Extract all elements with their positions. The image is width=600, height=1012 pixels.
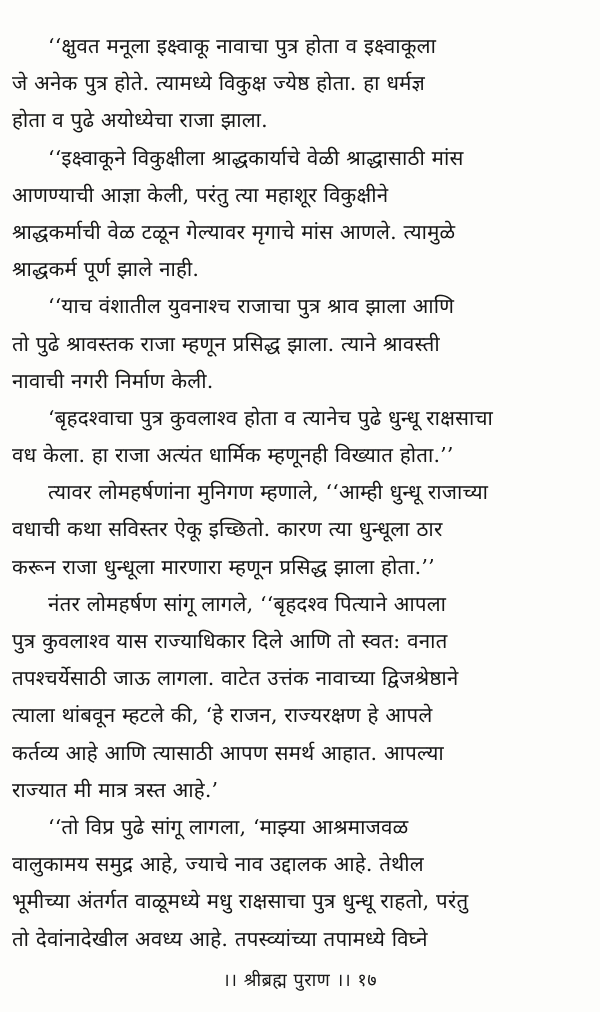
text-line: ‘‘इक्ष्वाकूने विकुक्षीला श्राद्धकार्याचे वेळी श्राद्धासाठी मांस — [48, 145, 464, 170]
paragraph — [12, 400, 592, 474]
paragraph — [12, 809, 592, 958]
text-line: ‘‘याच वंशातील युवनाश्च राजाचा पुत्र श्राव झाला आणि — [48, 294, 455, 319]
paragraph — [12, 140, 592, 289]
text-line: पुत्र कुवलाश्व यास राज्याधिकार दिले आणि तो स्वत: वनात — [12, 629, 448, 653]
text-line: श्राद्धकर्म पूर्ण झाले नाही. — [12, 257, 200, 282]
text-line: ‘बृहदश्वाचा पुत्र कुवलाश्व होता व त्यानेच पुढे धुन्धू राक्षसाचा — [48, 405, 493, 430]
text-line: त्याला थांबवून म्हटले की, ‘हे राजन, राज्यरक्षण हे आपले — [12, 703, 433, 728]
text-line: कर्तव्य आहे आणि त्यासाठी आपण समर्थ आहात. आपल्या — [12, 740, 444, 765]
paragraph — [12, 586, 592, 809]
text-line: तपश्चर्येसाठी जाऊ लागला. वाटेत उत्तंक नावाच्या द्विजश्रेष्ठाने — [12, 666, 459, 691]
text-line: नावाची नगरी निर्माण केली. — [12, 368, 214, 393]
text-line: ‘‘क्षुवत मनूला इक्ष्वाकू नावाचा पुत्र होता व इक्ष्वाकूला — [48, 34, 437, 58]
text-line: वधाची कथा सविस्तर ऐकू इच्छितो. कारण त्या धुन्धूला ठार — [12, 517, 443, 542]
text-line: वालुकामय समुद्र आहे, ज्याचे नाव उद्दालक आहे. तेथील — [12, 852, 424, 877]
paragraph — [12, 474, 592, 586]
text-line: होता व पुढे अयोध्येचा राजा झाला. — [12, 108, 268, 133]
text-line: आणण्याची आज्ञा केली, परंतु त्या महाशूर विकुक्षीने — [12, 182, 389, 207]
text-line: करून राजा धुन्धूला मारणारा म्हणून प्रसिद्ध झाला होता.’’ — [12, 554, 435, 579]
text-line: राज्यात मी मात्र त्रस्त आहे.’ — [12, 777, 219, 802]
text-line: वध केला. हा राजा अत्यंत धार्मिक म्हणूनही विख्यात होता.’’ — [12, 443, 454, 468]
text-line: नंतर लोमहर्षण सांगू लागले, ‘‘बृहदश्व पित्याने आपला — [48, 591, 447, 616]
page-footer: ।। श्रीब्रह्म पुराण ।। १७ — [222, 970, 378, 991]
text-line: श्राद्धकर्माची वेळ टळून गेल्यावर मृगाचे मांस आणले. त्यामुळे — [12, 219, 456, 244]
text-line: भूमीच्या अंतर्गत वाळूमध्ये मधु राक्षसाचा पुत्र धुन्धू राहतो, परंतु — [12, 889, 469, 914]
page-text-body — [12, 28, 592, 958]
text-line: जे अनेक पुत्र होते. त्यामध्ये विकुक्ष ज्येष्ठ होता. हा धर्मज्ञ — [12, 71, 425, 96]
text-line: ‘‘तो विप्र पुढे सांगू लागला, ‘माझ्या आश्रमाजवळ — [48, 814, 409, 839]
paragraph — [12, 288, 592, 400]
text-line: त्यावर लोमहर्षणांना मुनिगण म्हणाले, ‘‘आम्ही धुन्धू राजाच्या — [48, 480, 489, 505]
text-line: तो पुढे श्रावस्तक राजा म्हणून प्रसिद्ध झाला. त्याने श्रावस्ती — [12, 331, 440, 356]
text-line: तो देवांनादेखील अवध्य आहे. तपस्व्यांच्या तपामध्ये विघ्ने — [12, 926, 428, 951]
paragraph — [12, 28, 592, 140]
